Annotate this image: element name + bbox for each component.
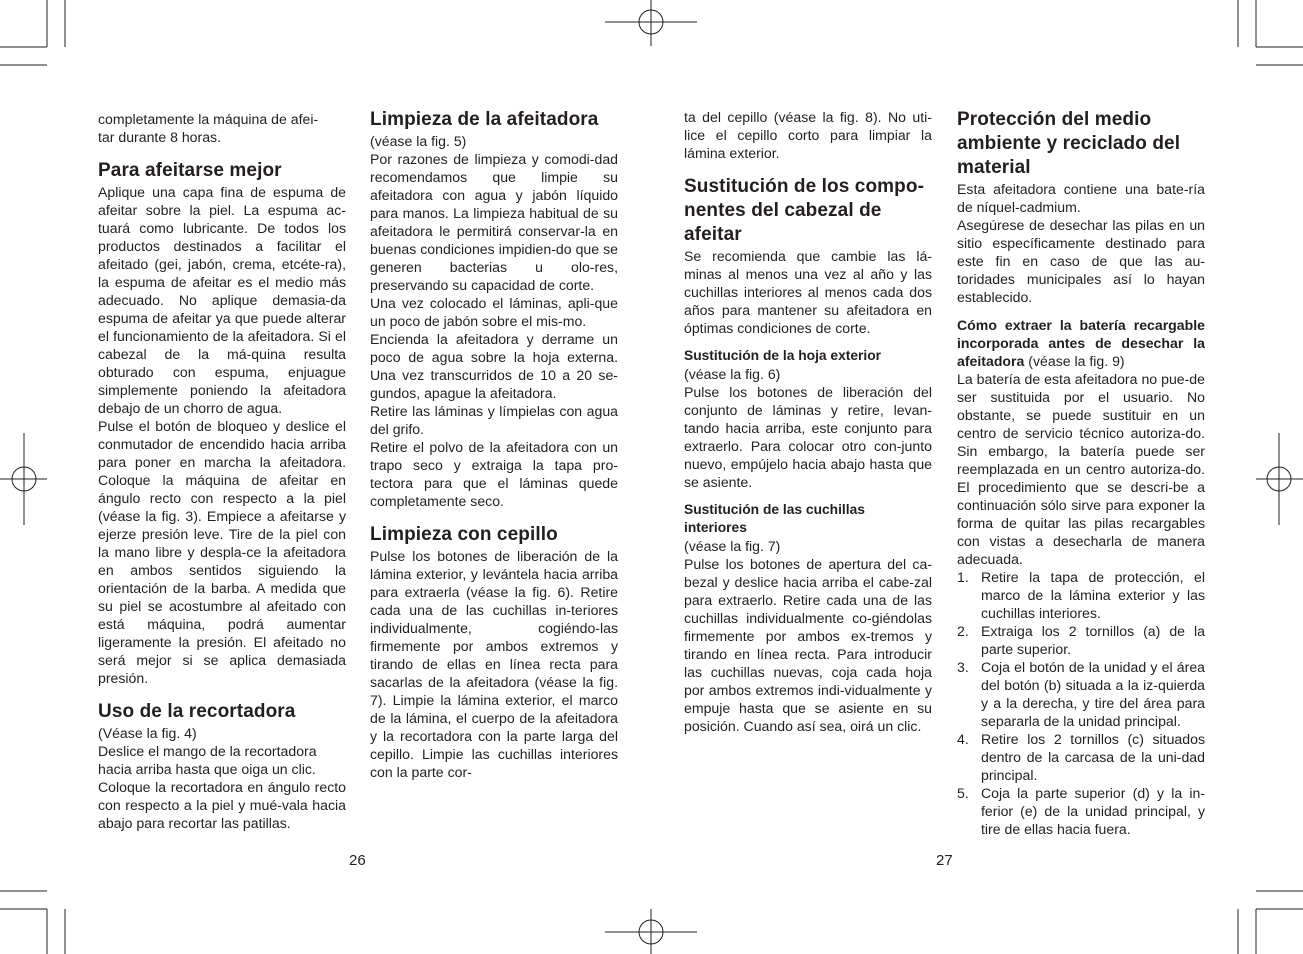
- shave-paragraph-2: Pulse el botón de bloqueo y deslice el conmutador de encendido hacia arriba para poner en marcha la afeitadora. Coloque la máquina de afeitar en ángulo recto con respecto a la piel (véase la fig. 3). Empiece a afeitarse y ejerze presión leve. Tire de la piel con la mano libre y despla-ce la afeitadora en ambos sentidos siguiendo la orientación de la barba. A medida que su piel se acostumbre al afeitado con está máquina, podrá aumentar ligeramente la presión. El afeitado no será mejor si se aplica demasiada presión.: [98, 418, 346, 686]
- intro-text: completamente la máquina de afei- tar durante 8 horas.: [98, 111, 319, 145]
- cleaning-paragraph-4: Retire las láminas y límpielas con agua del grifo.: [370, 403, 618, 437]
- step-text: Retire la tapa de protección, el marco de la lámina exterior y las cuchillas interiores.: [981, 569, 1205, 621]
- list-item: [957, 622, 1205, 658]
- blades-figure-ref: (véase la fig. 7): [684, 538, 781, 554]
- heading-cleaning: Limpieza de la afeitadora: [370, 109, 599, 130]
- heading-replace-foil: Sustitución de la hoja exterior: [684, 348, 882, 363]
- step-number: 2.: [957, 623, 969, 639]
- step-number: 3.: [957, 659, 969, 675]
- heading-brush-cleaning: Limpieza con cepillo: [370, 524, 558, 545]
- cleaning-paragraph-2: Una vez colocado el láminas, apli-que un poco de jabón sobre el mis-mo.: [370, 295, 618, 329]
- heading-trimmer: Uso de la recortadora: [98, 701, 296, 722]
- step-number: 5.: [957, 785, 969, 801]
- step-text: Extraiga los 2 tornillos (a) de la parte superior.: [981, 623, 1205, 657]
- cleaning-paragraph-1: Por razones de limpieza y comodi-dad recomendamos que limpie su afeitadora con agua y jabón líquido para manos. La limpieza habitual de su afeitadora le permitirá conservar-la en buenas condiciones impidien-do que se generen bacterias u olo-res, preservando su capacidad de corte.: [370, 151, 618, 293]
- foil-paragraph: Pulse los botones de liberación del conjunto de láminas y retire, levan-tando hacia arriba, este conjunto para extraerlo. Para colocar otro con-junto nuevo, empújelo hacia abajo hasta que se asiente.: [684, 384, 932, 490]
- heading-environment: Protección del medio ambiente y reciclado del material: [957, 109, 1181, 178]
- step-text: Coja la parte superior (d) y la in-ferior (e) de la unidad principal, y tire de ellas hacia fuera.: [981, 785, 1205, 837]
- step-number: 1.: [957, 569, 969, 585]
- blades-paragraph: Pulse los botones de apertura del ca-bezal y deslice hacia arriba el cabe-zal para extraerlo. Retire cada una de las cuchillas individualmente co-giéndolas firmemente por ambos ex-tremos y tirando en línea recta. Para introducir las cuchillas nuevas, coja cada hoja por ambos extremos indi-vidualmente y empuje hasta que se asiente en su posición. Cuando así sea, oirá un clic.: [684, 556, 932, 734]
- column-4: [957, 108, 1205, 838]
- heading-battery-removal: Cómo extraer la batería recargable incorporada antes de desechar la afeitadora: [957, 317, 1205, 369]
- cleaning-figure-ref: (véase la fig. 5): [370, 133, 467, 149]
- step-number: 4.: [957, 731, 969, 747]
- brush-continuation: ta del cepillo (véase la fig. 8). No uti-lice el cepillo corto para limpiar la lámina exterior.: [684, 109, 932, 161]
- column-3: [684, 108, 932, 735]
- heading-replace-components: Sustitución de los compo- nentes del cabezal de afeitar: [684, 176, 925, 245]
- battery-steps-list: [957, 568, 1205, 838]
- environment-paragraph-2: Asegúrese de desechar las pilas en un sitio específicamente destinado para este fin en caso de que las au-toridades municipales así lo hayan establecido.: [957, 217, 1205, 305]
- list-item: [957, 568, 1205, 622]
- trimmer-paragraph-2: Coloque la recortadora en ángulo recto con respecto a la piel y mué-vala hacia abajo para recortar las patillas.: [98, 779, 346, 831]
- replace-paragraph: Se recomienda que cambie las lá-minas al menos una vez al año y las cuchillas interiores al menos cada dos años para mantener su afeitadora en óptimas condiciones de corte.: [684, 248, 932, 336]
- battery-paragraph: La batería de esta afeitadora no pue-de ser sustituida por el usuario. No obstante, se puede sustituir en un centro de servicio técnico autoriza-do. Sin embargo, la batería puede ser reemplazada en un centro autoriza-do. El procedimiento que se descri-be a continuación sólo sirve para exponer la forma de quitar las pilas recargables con vistas a desecharla de manera adecuada.: [957, 371, 1205, 567]
- trimmer-paragraph-1: Deslice el mango de la recortadora hacia arriba hasta que oiga un clic.: [98, 743, 317, 777]
- list-item: [957, 730, 1205, 784]
- column-1: [98, 110, 346, 832]
- list-item: [957, 658, 1205, 730]
- battery-heading-block: [957, 316, 1205, 370]
- list-item: [957, 784, 1205, 838]
- heading-better-shave: Para afeitarse mejor: [98, 160, 282, 181]
- page-number-right: 27: [936, 852, 953, 869]
- cleaning-paragraph-3: Encienda la afeitadora y derrame un poco de agua sobre la hoja externa. Una vez transcurridos de 10 a 20 se-gundos, apague la afeitadora.: [370, 331, 618, 401]
- environment-paragraph-1: Esta afeitadora contiene una bate-ría de níquel-cadmium.: [957, 181, 1205, 215]
- brush-paragraph: Pulse los botones de liberación de la lámina exterior, y levántela hacia arriba para extraerla (véase la fig. 6). Retire cada una de las cuchillas in-teriores individualmente, cogiéndo-las firmemente por ambos extremos y tirando de ellas en línea recta para sacarlas de la afeitadora (véase la fig. 7). Limpie la lámina exterior, el marco de la lámina, el cuerpo de la afeitadora y la recortadora con la parte larga del cepillo. Limpie las cuchillas interiores con la parte cor-: [370, 548, 618, 780]
- shave-paragraph-1: Aplique una capa fina de espuma de afeitar sobre la piel. La espuma ac-tuará como lubricante. De todos los productos destinados a facilitar el afeitado (gei, jabón, crema, etcéte-ra), la espuma de afeitar es el medio más adecuado. No aplique demasia-da espuma de afeitar ya que puede alterar el funcionamiento de la afeitadora. Si el cabezal de la má-quina resulta obturado con espuma, enjuague simplemente poniendo la afeitadora debajo de un chorro de agua.: [98, 184, 346, 416]
- column-2: [370, 108, 618, 781]
- battery-figure-ref: (véase la fig. 9): [1024, 353, 1125, 369]
- trimmer-figure-ref: (Véase la fig. 4): [98, 725, 197, 741]
- page-number-left: 26: [349, 852, 366, 869]
- foil-figure-ref: (véase la fig. 6): [684, 366, 781, 382]
- cleaning-paragraph-5: Retire el polvo de la afeitadora con un trapo seco y extraiga la tapa pro-tectora para que el láminas quede completamente seco.: [370, 439, 618, 509]
- heading-replace-blades: Sustitución de las cuchillas interiores: [684, 502, 865, 535]
- step-text: Coja el botón de la unidad y el área del botón (b) situada a la iz-quierda y a la derecha, y tire del área para separarla de la unidad principal.: [981, 659, 1205, 729]
- step-text: Retire los 2 tornillos (c) situados dentro de la carcasa de la uni-dad principal.: [981, 731, 1205, 783]
